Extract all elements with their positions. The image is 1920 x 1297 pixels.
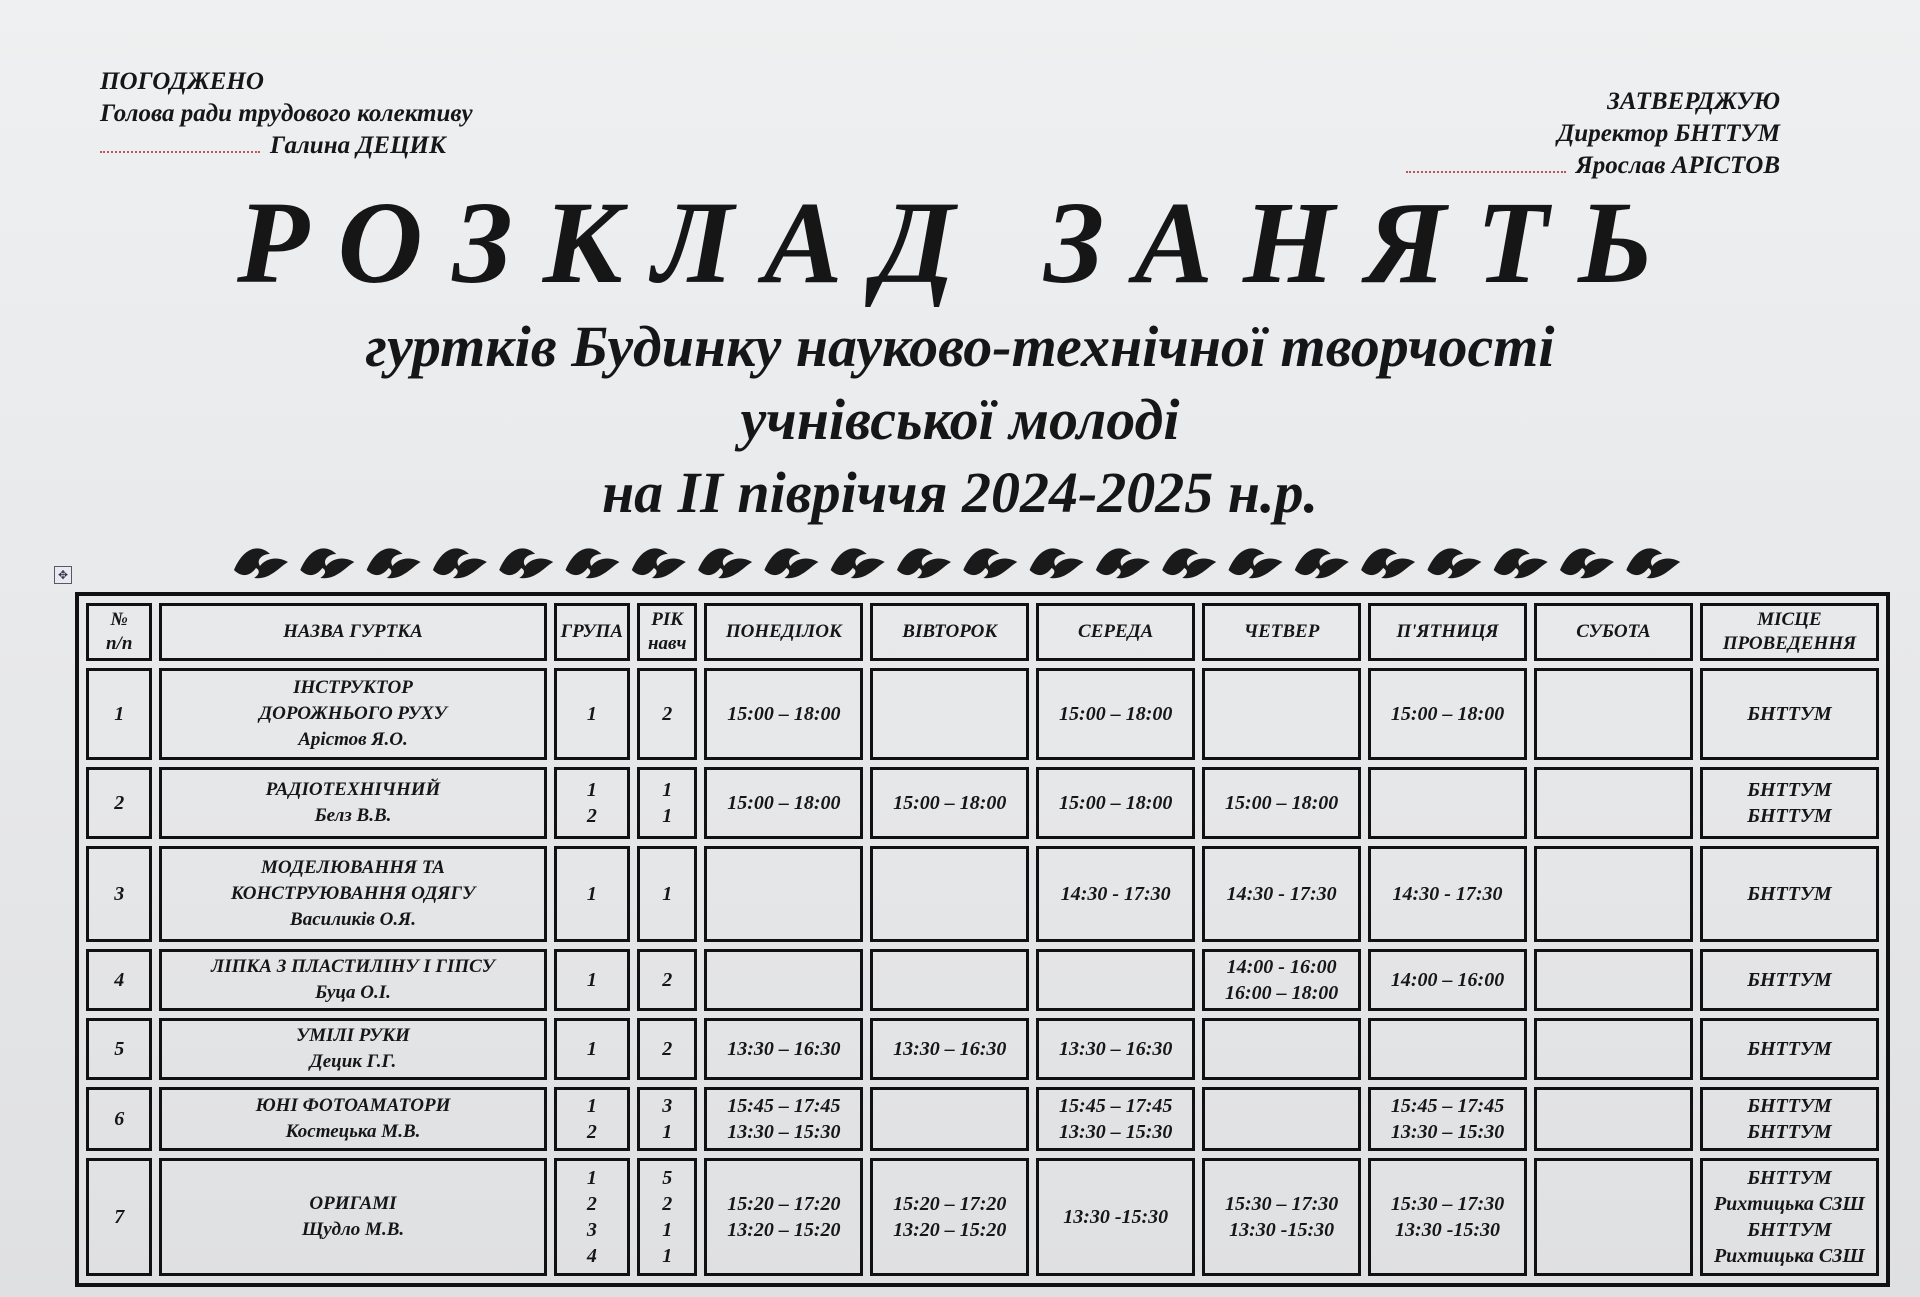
study-year-cell-line: 2 (662, 703, 673, 725)
study-year-cell (637, 846, 697, 942)
row-number: 2 (86, 767, 152, 839)
club-name-cell (159, 767, 546, 839)
club-name-cell (159, 846, 546, 942)
study-year-cell-line: 1 (662, 883, 673, 905)
friday-time-cell (1368, 668, 1527, 760)
friday-time-cell-line: 13:30 – 15:30 (1390, 1121, 1505, 1143)
friday-time-cell (1368, 1158, 1527, 1276)
ornament-glyph (1361, 548, 1415, 578)
tuesday-time-cell-line: 15:20 – 17:20 (893, 1193, 1007, 1215)
place-cell-line: БНТТУМ (1747, 779, 1832, 801)
tuesday-time-cell-line: 13:30 – 16:30 (893, 1038, 1007, 1060)
subtitle-line-2: учнівської молоді (740, 387, 1180, 452)
ornament-glyph (1427, 548, 1481, 578)
place-cell-line: БНТТУМ (1747, 1038, 1832, 1060)
friday-time-cell (1368, 949, 1527, 1011)
wednesday-time-cell-line: 13:30 – 15:30 (1059, 1121, 1173, 1143)
teacher-name: Белз В.В. (314, 805, 392, 826)
saturday-time-cell (1534, 767, 1693, 839)
thursday-time-cell (1202, 767, 1361, 839)
monday-time-cell-line: 15:20 – 17:20 (727, 1193, 841, 1215)
tuesday-time-cell (870, 1087, 1029, 1151)
thursday-time-cell (1202, 1087, 1361, 1151)
header-tuesday: ВІВТОРОК (870, 603, 1029, 661)
thursday-time-cell (1202, 1158, 1361, 1276)
wednesday-time-cell (1036, 1087, 1195, 1151)
monday-time-cell (704, 1018, 863, 1080)
friday-time-cell-line: 15:30 – 17:30 (1390, 1193, 1505, 1215)
monday-time-cell-line: 13:30 – 15:30 (727, 1121, 841, 1143)
thursday-time-cell (1202, 1018, 1361, 1080)
study-year-cell-line: 5 (662, 1167, 673, 1189)
place-cell (1700, 1158, 1879, 1276)
group-cell-line: 1 (586, 1095, 597, 1117)
thursday-time-cell-line: 14:30 - 17:30 (1226, 883, 1337, 905)
study-year-cell-line: 1 (662, 1219, 673, 1241)
approval-right-name: Ярослав АРІСТОВ (1575, 152, 1780, 179)
saturday-time-cell (1534, 949, 1693, 1011)
monday-time-cell (704, 1158, 863, 1276)
place-cell-line: Рихтицька СЗШ (1713, 1193, 1865, 1215)
group-cell (554, 1018, 630, 1080)
header-group: ГРУПА (554, 603, 630, 661)
club-name: КОНСТРУЮВАННЯ ОДЯГУ (230, 883, 476, 904)
saturday-time-cell (1534, 1087, 1693, 1151)
tuesday-time-cell (870, 1018, 1029, 1080)
thursday-time-cell-line: 13:30 -15:30 (1229, 1219, 1335, 1241)
club-name: УМІЛІ РУКИ (296, 1025, 410, 1046)
wednesday-time-cell-line: 13:30 – 16:30 (1059, 1038, 1173, 1060)
header-wednesday: СЕРЕДА (1036, 603, 1195, 661)
club-name: ІНСТРУКТОР (293, 677, 413, 698)
ornament-glyph (1162, 548, 1216, 578)
ornament-glyph (1096, 548, 1150, 578)
tuesday-time-cell (870, 846, 1029, 942)
ornament-glyph (1030, 548, 1084, 578)
study-year-cell-line: 1 (662, 779, 673, 801)
tuesday-time-cell (870, 1158, 1029, 1276)
tuesday-time-cell (870, 767, 1029, 839)
teacher-name: Василиків О.Я. (290, 909, 416, 930)
club-name: РАДІОТЕХНІЧНИЙ (265, 779, 441, 800)
place-cell-line: БНТТУМ (1747, 703, 1832, 725)
table-header-row (86, 603, 1879, 661)
thursday-time-cell (1202, 846, 1361, 942)
thursday-time-cell-line: 15:30 – 17:30 (1224, 1193, 1339, 1215)
study-year-cell (637, 949, 697, 1011)
group-cell (554, 949, 630, 1011)
place-cell (1700, 767, 1879, 839)
row-number: 1 (86, 668, 152, 760)
approval-right-head: ЗАТВЕРДЖУЮ (1607, 88, 1780, 115)
study-year-cell (637, 1158, 697, 1276)
teacher-name: Костецька М.В. (285, 1121, 421, 1142)
header-place: МІСЦЕ ПРОВЕДЕННЯ (1700, 603, 1879, 661)
wednesday-time-cell (1036, 668, 1195, 760)
study-year-cell (637, 668, 697, 760)
friday-time-cell-line: 14:30 - 17:30 (1392, 883, 1503, 905)
table-row (86, 949, 1879, 1011)
wednesday-time-cell (1036, 1018, 1195, 1080)
header-thursday: ЧЕТВЕР (1202, 603, 1361, 661)
group-cell (554, 846, 630, 942)
thursday-time-cell (1202, 949, 1361, 1011)
teacher-name: Децик Г.Г. (309, 1051, 397, 1072)
tuesday-time-cell (870, 668, 1029, 760)
approval-left-signature-line (100, 130, 473, 162)
saturday-time-cell (1534, 846, 1693, 942)
row-number: 7 (86, 1158, 152, 1276)
wednesday-time-cell (1036, 949, 1195, 1011)
ornament-divider (230, 540, 1690, 584)
ornament-glyph (963, 548, 1017, 578)
friday-time-cell-line: 15:00 – 18:00 (1390, 703, 1505, 725)
wednesday-time-cell (1036, 767, 1195, 839)
ornament-glyph (897, 548, 951, 578)
tuesday-time-cell-line: 13:20 – 15:20 (893, 1219, 1007, 1241)
monday-time-cell-line: 15:00 – 18:00 (727, 792, 841, 814)
place-cell-line: БНТТУМ (1747, 969, 1832, 991)
approval-left-role: Голова ради трудового колективу (100, 100, 473, 127)
wednesday-time-cell-line: 15:45 – 17:45 (1059, 1095, 1173, 1117)
teacher-name: Арістов Я.О. (298, 729, 408, 750)
friday-time-cell (1368, 1018, 1527, 1080)
group-cell-line: 1 (586, 883, 597, 905)
group-cell-line: 3 (586, 1219, 597, 1241)
approval-right-role: Директор БНТТУМ (1557, 120, 1780, 147)
thursday-time-cell-line: 14:00 - 16:00 (1226, 956, 1337, 978)
study-year-cell-line: 1 (662, 1121, 673, 1143)
group-cell-line: 1 (586, 779, 597, 801)
header-saturday: СУБОТА (1534, 603, 1693, 661)
approval-left-name: Галина ДЕЦИК (270, 132, 446, 159)
group-cell-line: 1 (586, 969, 597, 991)
place-cell (1700, 1018, 1879, 1080)
table-row (86, 846, 1879, 942)
friday-time-cell-line: 14:00 – 16:00 (1390, 969, 1505, 991)
wednesday-time-cell (1036, 1158, 1195, 1276)
row-number: 6 (86, 1087, 152, 1151)
club-name: ДОРОЖНЬОГО РУХУ (259, 703, 447, 724)
study-year-cell-line: 1 (662, 1245, 673, 1267)
place-cell (1700, 1087, 1879, 1151)
place-cell-line: БНТТУМ (1747, 1121, 1832, 1143)
ornament-glyph (1626, 548, 1680, 578)
header-number: № п/п (86, 603, 152, 661)
row-number: 3 (86, 846, 152, 942)
group-cell (554, 668, 630, 760)
saturday-time-cell (1534, 1018, 1693, 1080)
thursday-time-cell (1202, 668, 1361, 760)
wednesday-time-cell-line: 13:30 -15:30 (1063, 1206, 1169, 1228)
monday-time-cell (704, 949, 863, 1011)
group-cell (554, 767, 630, 839)
subtitle-line-1: гуртків Будинку науково-технічної творчості (365, 314, 1555, 379)
study-year-cell (637, 1018, 697, 1080)
ornament-glyph (1494, 548, 1548, 578)
tuesday-time-cell-line: 15:00 – 18:00 (893, 792, 1007, 814)
wednesday-time-cell-line: 14:30 - 17:30 (1060, 883, 1171, 905)
friday-time-cell (1368, 767, 1527, 839)
group-cell-line: 2 (586, 1121, 597, 1143)
monday-time-cell-line: 15:45 – 17:45 (727, 1095, 841, 1117)
group-cell-line: 1 (586, 1167, 597, 1189)
table-row (86, 668, 1879, 760)
tuesday-time-cell (870, 949, 1029, 1011)
thursday-time-cell-line: 15:00 – 18:00 (1224, 792, 1339, 814)
ornament-glyph (1295, 548, 1349, 578)
ornament-glyph (234, 548, 288, 578)
study-year-cell-line: 2 (662, 1193, 673, 1215)
saturday-time-cell (1534, 1158, 1693, 1276)
ornament-glyph (1560, 548, 1614, 578)
club-name: МОДЕЛЮВАННЯ ТА (260, 857, 445, 878)
place-cell-line: БНТТУМ (1747, 883, 1832, 905)
thursday-time-cell-line: 16:00 – 18:00 (1224, 982, 1339, 1004)
friday-time-cell-line: 13:30 -15:30 (1395, 1219, 1501, 1241)
table-row (86, 1018, 1879, 1080)
monday-time-cell (704, 767, 863, 839)
study-year-cell-line: 2 (662, 969, 673, 991)
club-name: ОРИГАМІ (309, 1193, 397, 1214)
ornament-glyph (632, 548, 686, 578)
approval-left-block (100, 66, 473, 162)
study-year-cell-line: 2 (662, 1038, 673, 1060)
monday-time-cell (704, 1087, 863, 1151)
study-year-cell-line: 1 (662, 805, 673, 827)
schedule-table (75, 592, 1890, 1287)
place-cell-line: БНТТУМ (1747, 1219, 1832, 1241)
approval-right-block (1406, 86, 1780, 182)
wednesday-time-cell-line: 15:00 – 18:00 (1059, 792, 1173, 814)
monday-time-cell-line: 13:20 – 15:20 (727, 1219, 841, 1241)
table-row (86, 1158, 1879, 1276)
friday-time-cell-line: 15:45 – 17:45 (1390, 1095, 1505, 1117)
teacher-name: Щудло М.В. (301, 1219, 405, 1240)
ornament-glyph (499, 548, 553, 578)
club-name-cell (159, 1018, 546, 1080)
teacher-name: Буца О.І. (315, 982, 391, 1003)
header-monday: ПОНЕДІЛОК (704, 603, 863, 661)
monday-time-cell (704, 668, 863, 760)
place-cell-line: Рихтицька СЗШ (1713, 1245, 1865, 1267)
wednesday-time-cell-line: 15:00 – 18:00 (1059, 703, 1173, 725)
table-move-handle-icon[interactable]: ✥ (54, 566, 72, 584)
study-year-cell (637, 767, 697, 839)
table-row (86, 1087, 1879, 1151)
ornament-glyph (698, 548, 752, 578)
ornament-glyph (367, 548, 421, 578)
ornament-glyph (831, 548, 885, 578)
document-title: РОЗКЛАД ЗАНЯТЬ (237, 177, 1683, 308)
club-name-cell (159, 1158, 546, 1276)
table-row (86, 767, 1879, 839)
club-name: ЮНІ ФОТОАМАТОРИ (255, 1095, 451, 1116)
monday-time-cell-line: 13:30 – 16:30 (727, 1038, 841, 1060)
place-cell (1700, 846, 1879, 942)
ornament-glyph (433, 548, 487, 578)
row-number: 4 (86, 949, 152, 1011)
study-year-cell (637, 1087, 697, 1151)
header-club-name: НАЗВА ГУРТКА (159, 603, 546, 661)
group-cell-line: 1 (586, 703, 597, 725)
friday-time-cell (1368, 846, 1527, 942)
ornament-glyph (566, 548, 620, 578)
group-cell-line: 1 (586, 1038, 597, 1060)
friday-time-cell (1368, 1087, 1527, 1151)
study-year-cell-line: 3 (662, 1095, 673, 1117)
ornament-glyph (1229, 548, 1283, 578)
approval-left-head: ПОГОДЖЕНО (100, 68, 264, 95)
group-cell-line: 4 (586, 1245, 597, 1267)
place-cell-line: БНТТУМ (1747, 1095, 1832, 1117)
club-name-cell (159, 1087, 546, 1151)
group-cell (554, 1087, 630, 1151)
ornament-glyph (764, 548, 818, 578)
saturday-time-cell (1534, 668, 1693, 760)
row-number: 5 (86, 1018, 152, 1080)
group-cell (554, 1158, 630, 1276)
monday-time-cell-line: 15:00 – 18:00 (727, 703, 841, 725)
place-cell (1700, 949, 1879, 1011)
club-name-cell (159, 949, 546, 1011)
place-cell-line: БНТТУМ (1747, 805, 1832, 827)
monday-time-cell (704, 846, 863, 942)
header-friday: П'ЯТНИЦЯ (1368, 603, 1527, 661)
club-name: ЛІПКА З ПЛАСТИЛІНУ І ГІПСУ (211, 956, 495, 977)
group-cell-line: 2 (586, 805, 597, 827)
club-name-cell (159, 668, 546, 760)
ornament-glyph (300, 548, 354, 578)
subtitle-line-3: на ІІ півріччя 2024-2025 н.р. (601, 460, 1319, 525)
wednesday-time-cell (1036, 846, 1195, 942)
place-cell-line: БНТТУМ (1747, 1167, 1832, 1189)
schedule-table-body (86, 668, 1879, 1276)
group-cell-line: 2 (586, 1193, 597, 1215)
header-study-year: РІК навч (637, 603, 697, 661)
place-cell (1700, 668, 1879, 760)
